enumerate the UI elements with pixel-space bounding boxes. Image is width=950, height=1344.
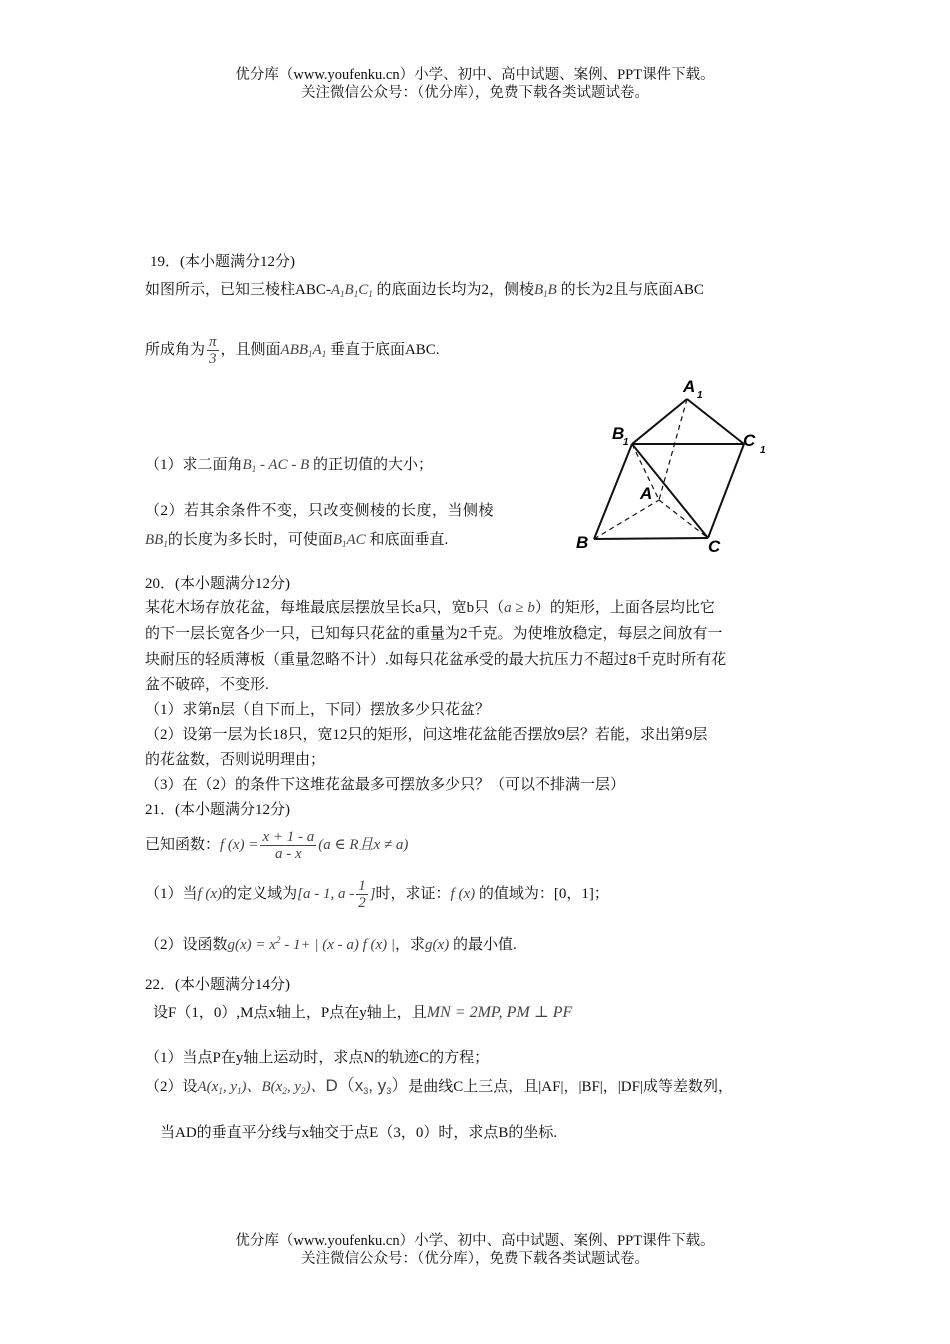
q19-math-a1b1c1: $A_1B_1C_1$ — [330, 282, 373, 299]
q19-math-b1b: $B_1B$ — [533, 282, 557, 299]
q22-math-condition: MN = 2MP, PM ⊥ PF — [426, 1004, 573, 1021]
q20-line-3: 块耐压的轻质薄板（重量忽略不计）.如每只花盆承受的最大抗压力不超过8千克时所有花 — [145, 652, 727, 668]
edge-b1-a1 — [632, 399, 687, 444]
label-c: C — [708, 537, 721, 556]
header-line-2: 关注微信公众号：（优分库），免费下载各类试题试卷。 — [301, 85, 649, 101]
q19-fraction-pi-3: $\frac{\pi}{3}$ — [209, 334, 217, 368]
q19-sub-2-line-2 — [145, 530, 448, 554]
q21-text-2a: （1）当 — [145, 886, 198, 902]
edge-a-c — [659, 500, 708, 538]
q21-line-3 — [145, 930, 517, 955]
page-header — [0, 66, 950, 102]
q19-text-2a: 所成角为 — [145, 342, 206, 358]
q19-text-1c: 的长为2且与底面ABC — [560, 282, 704, 298]
q19-math-abb1a1: $ABB_1A_1$ — [280, 342, 327, 359]
label-b1-sub: 1 — [623, 437, 629, 448]
edge-c1-c — [708, 444, 744, 538]
q21-title: 21．(本小题满分12分) — [145, 802, 290, 818]
label-a1: A — [683, 377, 696, 396]
q20-line-1 — [145, 598, 715, 618]
q22-title: 22．(本小题满分14分) — [145, 977, 290, 993]
q21-math-gx-def: $g(x) = x^2 - 1+$ | (x - a) f (x) | — [227, 935, 396, 953]
q19-s1-text-a: （1）求二面角 — [145, 457, 243, 473]
label-b1: B — [612, 424, 625, 443]
edge-b1-b — [594, 444, 632, 539]
header-line-1: 优分库（www.youfenku.cn）小学、初中、高中试题、案例、PPT课件下载。 — [235, 67, 715, 83]
q20-line-6: （2）设第一层为长18只，宽12只的矩形，问这堆花盆能否摆放9层？若能，求出第9层 — [145, 727, 708, 743]
label-c1: C — [743, 431, 756, 450]
q22-line-1 — [153, 1003, 572, 1023]
q19-line-2 — [145, 332, 440, 372]
label-a: A — [640, 484, 653, 503]
q19-text-1a: 如图所示，已知三棱柱ABC- — [145, 282, 331, 298]
q19-math-bb1: $BB_1$ — [145, 532, 168, 549]
q19-text-2c: 垂直于底面ABC. — [329, 342, 440, 358]
q21-text-3b: ，求 — [395, 937, 426, 953]
q19-line-1 — [145, 280, 704, 304]
q20-line-7: 的花盆数，否则说明理由； — [145, 752, 326, 768]
q21-text-3c: 的最小值. — [452, 937, 517, 953]
q20-title: 20．(本小题满分12分) — [145, 576, 290, 592]
q21-math-domain: [a - 1, a - $\frac{1}{2}$ ] — [297, 878, 376, 912]
q19-math-dihedral: $B_1$ - AC - B — [242, 457, 310, 474]
q20-text-1a: 某花木场存放花盆，每堆最底层摆放呈长a只，宽b只（ — [145, 600, 505, 616]
q20-line-2: 的下一层长宽各少一只，已知每只花盆的重量为2千克。为使堆放稳定，每层之间放有一 — [145, 626, 723, 642]
q21-line-1 — [145, 826, 408, 864]
q20-line-5: （1）求第n层（自下而上，下同）摆放多少只花盆？ — [145, 702, 491, 718]
label-a1-sub: 1 — [697, 390, 703, 401]
q21-text-3a: （2）设函数 — [145, 937, 228, 953]
q20-text-1b: ）的矩形，上面各层均比它 — [534, 600, 715, 616]
q21-text-1: 已知函数： — [145, 837, 221, 853]
q22-text-3b: 是曲线C上三点，且|AF|，|BF|，|DF|成等差数列， — [408, 1079, 733, 1095]
q22-line-3 — [145, 1076, 733, 1101]
q22-line-2: （1）当点P在y轴上运动时，求点N的轨迹C的方程； — [145, 1050, 490, 1066]
q21-math-fx: f (x) — [197, 886, 223, 902]
q21-math-fx-def: f (x) = $\frac{x + 1 - a}{a - x}$ (a ∈ R且x ≠ a) — [220, 829, 409, 863]
edge-b-a — [594, 500, 659, 539]
footer-line-1: 优分库（www.youfenku.cn）小学、初中、高中试题、案例、PPT课件下载。 — [235, 1233, 715, 1249]
q19-sub-1 — [145, 455, 433, 479]
edge-b-c — [594, 538, 708, 539]
page-footer — [0, 1232, 950, 1268]
q20-line-4: 盆不破碎，不变形. — [145, 677, 269, 693]
q21-text-2b: 的定义域为 — [222, 886, 298, 902]
prism-figure — [560, 372, 780, 562]
q21-math-fx-2: f (x) — [450, 886, 476, 902]
q19-text-2b: ，且侧面 — [220, 342, 281, 358]
q19-title: 19．(本小题满分12分) — [150, 254, 295, 270]
q20-math-a-ge-b: a ≥ b — [504, 600, 535, 616]
q19-s2-text-b: 的长度为多长时，可使面 — [167, 532, 333, 548]
q22-text-1: 设F（1，0）,M点x轴上，P点在y轴上，且 — [153, 1005, 427, 1021]
q19-s1-text-b: 的正切值的大小； — [313, 457, 434, 473]
q19-s2-text-c: 和底面垂直. — [369, 532, 449, 548]
q21-text-2c: 时，求证： — [375, 886, 451, 902]
q19-sub-2-line-1: （2）若其余条件不变，只改变侧棱的长度，当侧棱 — [145, 503, 495, 519]
q21-line-2 — [145, 876, 609, 912]
q22-text-3a: （2）设 — [145, 1079, 198, 1095]
label-b: B — [576, 533, 589, 552]
label-c1-sub: 1 — [760, 445, 766, 456]
q21-math-gx: g(x) — [425, 937, 450, 953]
q21-text-2d: 的值域为：[0，1]； — [478, 886, 609, 902]
q19-text-1b: 的底面边长均为2，侧棱 — [376, 282, 534, 298]
edge-a1-a — [659, 399, 687, 500]
q20-line-8: （3）在（2）的条件下这堆花盆最多可摆放多少只？（可以不排满一层） — [145, 777, 626, 793]
edge-a1-c1 — [687, 399, 744, 444]
q22-line-4: 当AD的垂直平分线与x轴交于点E（3，0）时，求点B的坐标. — [160, 1125, 558, 1141]
q22-math-points: $A(x_1$, $y_1$)、$B(x_2$, $y_2$)、$D(x_3$, $y_3$） — [197, 1076, 409, 1096]
footer-line-2: 关注微信公众号：（优分库），免费下载各类试题试卷。 — [301, 1251, 649, 1267]
q19-math-b1ac: $B_1AC$ — [332, 532, 366, 549]
